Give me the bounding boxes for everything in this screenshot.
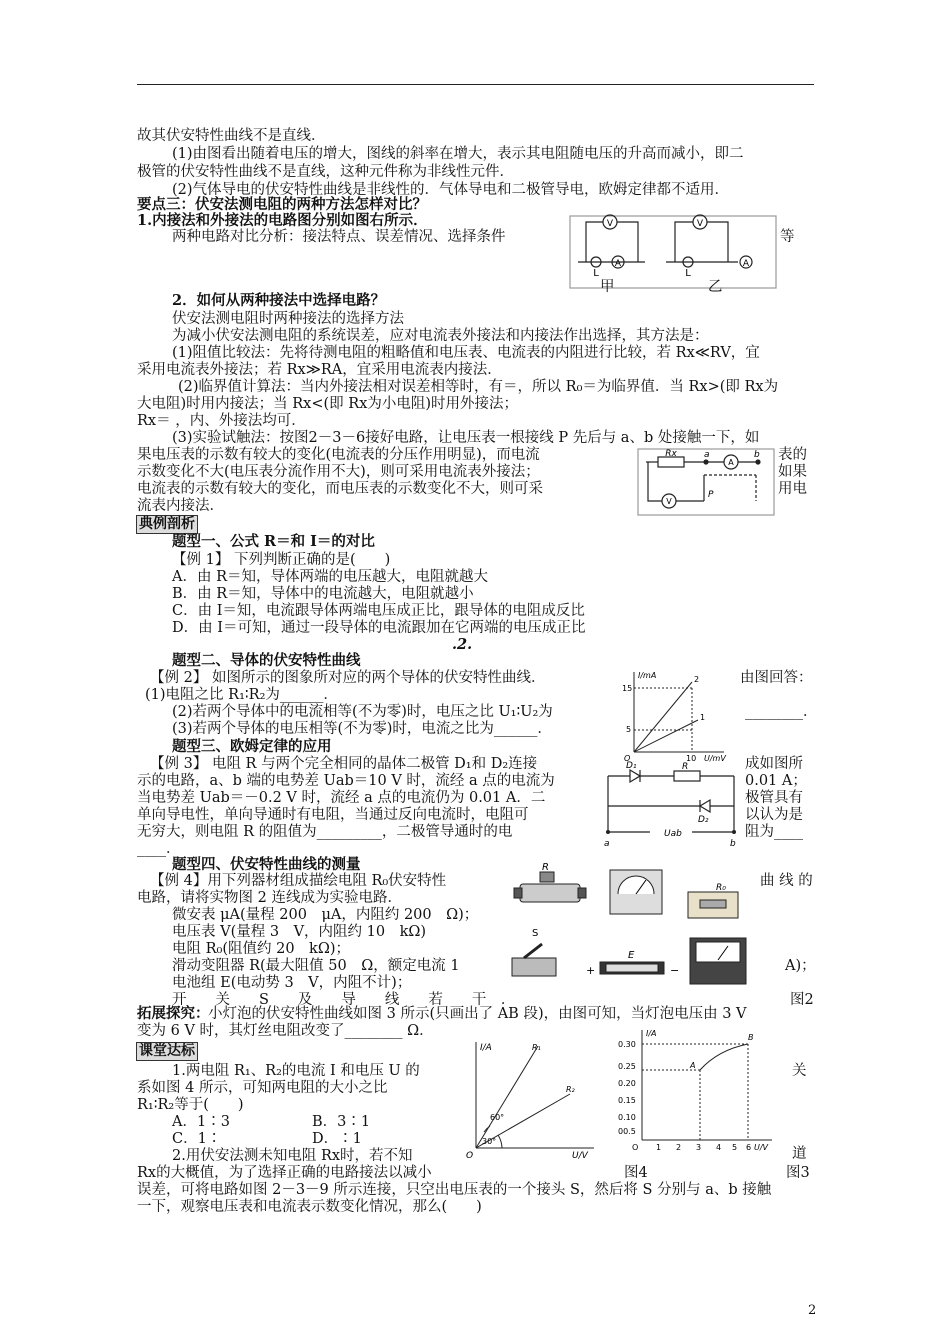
svg-text:2: 2 [694, 675, 700, 684]
option: D．∶1 [312, 1131, 362, 1147]
text-line: (2)若两个导体中的电流相等(不为零)时，电压之比 U₁∶U₂为 [172, 704, 553, 720]
diode-circuit [600, 760, 742, 850]
question-heading: 题型三、欧姆定律的应用 [172, 738, 332, 755]
svg-text:b: b [754, 450, 760, 460]
svg-text:5: 5 [626, 725, 632, 734]
svg-text:0.25: 0.25 [618, 1062, 636, 1071]
lamp-label: L [685, 268, 691, 279]
header-rule [137, 84, 814, 85]
text-line: 【例 1】 下列判断正确的是( ) [172, 552, 391, 568]
svg-text:4: 4 [716, 1143, 722, 1152]
text-line: 【例 4】用下列器材组成描绘电阻 R₀伏安特性 [150, 873, 447, 889]
option: C．1∶ [172, 1131, 222, 1147]
svg-text:1: 1 [700, 713, 706, 722]
text-line: 2.用伏安法测未知电阻 Rx时，若不知 [172, 1148, 413, 1164]
text-line: (1)由图看出随着电压的增大，图线的斜率在增大，表示其电阻随电压的升高而减小，即二 [172, 146, 744, 162]
text-line: (1)电阻之比 R₁∶R₂为______． [145, 687, 338, 703]
text-line: 1.内接法和外接法的电路图分别如图右所示． [137, 212, 428, 229]
svg-text:O: O [466, 1151, 474, 1160]
svg-text:U/V: U/V [572, 1151, 588, 1160]
svg-text:O: O [624, 754, 631, 763]
option: B．由 R＝知，导体中的电流越大，电阻就越小 [172, 586, 474, 602]
option: A．由 R＝知，导体两端的电压越大，电阻就越大 [172, 569, 488, 585]
text-line: ________． [745, 704, 818, 720]
page-number: 2 [808, 1303, 817, 1318]
svg-text:U/V: U/V [754, 1143, 769, 1152]
text-line: A)； [785, 958, 816, 974]
svg-text:R: R [542, 862, 549, 873]
text-line: 电压表 V(量程 3 V，内阻约 10 kΩ) [172, 924, 427, 940]
text-line: 故其伏安特性曲线不是直线． [137, 128, 326, 144]
text-line: 示数变化不大(电压表分流作用不大)，则可采用电流表外接法； [137, 464, 540, 480]
text-line: 由图回答： [740, 670, 813, 686]
svg-text:b: b [730, 839, 736, 849]
svg-text:I/mA: I/mA [638, 671, 657, 680]
text-line: 变为 6 V 时，其灯丝电阻改变了________ Ω． [137, 1023, 434, 1039]
text-line: 表的 [778, 447, 807, 463]
text-line: 关 [792, 1063, 807, 1079]
text-line: 微安表 μA(量程 200 μA，内阻约 200 Ω)； [172, 907, 479, 923]
figure-label-jia: 甲 [600, 279, 615, 295]
question-heading: 题型四、伏安特性曲线的测量 [172, 856, 361, 873]
figure-caption: 图2 [790, 992, 814, 1008]
svg-text:1: 1 [656, 1143, 662, 1152]
svg-text:00.5: 00.5 [618, 1127, 636, 1136]
text-line: 单向导电性，单向导通时有电阻，当通过反向电流时，电阻可 [137, 807, 529, 823]
svg-text:+: + [586, 964, 596, 977]
svg-text:R₂: R₂ [566, 1085, 575, 1094]
figure3-iu-graph [618, 1026, 778, 1152]
text-line: 【例 2】 如图所示的图象所对应的两个导体的伏安特性曲线． [150, 670, 546, 686]
text-line: 【例 3】 电阻 R 与两个完全相同的晶体二极管 D₁和 D₂连接 [150, 756, 538, 772]
svg-text:−: − [670, 964, 680, 977]
svg-text:0.15: 0.15 [618, 1096, 636, 1105]
text-line: Rx的大概值，为了选择正确的电路接法以减小 [137, 1165, 432, 1181]
text-line: 无穷大，则电阻 R 的阻值为_________，二极管导通时的电 [137, 824, 513, 840]
section-heading: 要点三：伏安法测电阻的两种方法怎样对比？ [137, 196, 427, 213]
svg-text:6: 6 [746, 1143, 752, 1152]
svg-text:Uab: Uab [664, 829, 682, 839]
text-line: 成如图所 [745, 756, 803, 772]
svg-text:10: 10 [686, 754, 697, 763]
extension-label: 拓展探究： [137, 1005, 210, 1022]
text-line: 极管具有 [745, 790, 803, 806]
text-line: 道 [792, 1146, 807, 1162]
text-line: 两种电路对比分析：接法特点、误差情况、选择条件 [172, 229, 506, 245]
text-line: 果电压表的示数有较大的变化(电流表的分压作用明显)，而电流 [137, 447, 540, 463]
text-line: 0.01 A； [745, 773, 807, 789]
svg-text:0.20: 0.20 [618, 1079, 636, 1088]
text-line: ____． [137, 841, 181, 857]
svg-text:V: V [666, 497, 672, 506]
text-line: (3)实验试触法：按图2－3－6接好电路，让电压表一根接线 P 先后与 a、b 处接触一下，如 [172, 430, 760, 446]
svg-text:5: 5 [732, 1143, 738, 1152]
svg-text:D₂: D₂ [698, 815, 709, 825]
text-line: 阻为____ [745, 824, 803, 840]
voltmeter-label: V [696, 219, 704, 229]
figure-label-yi: 乙 [708, 279, 723, 295]
text-line: 误差，可将电路如图 2－3－9 所示连接，只空出电压表的一个接头 S，然后将 S 分别与 a、b 接触 [137, 1182, 772, 1198]
text-line: 流表内接法． [137, 498, 224, 514]
svg-text:B: B [748, 1033, 754, 1042]
svg-text:a: a [604, 839, 610, 849]
text-line: (1)阻值比较法：先将待测电阻的粗略值和电压表、电流表的内阻进行比较，若 Rx≪RV，宜 [172, 345, 760, 361]
text-line: 电流表的示数有较大的变化，而电压表的示数变化不大，则可采 [137, 481, 543, 497]
text-line: 系如图 4 所示，可知两电阻的大小之比 [137, 1080, 388, 1096]
option: D．由 I＝可知，通过一段导体的电流跟加在它两端的电压成正比 [172, 620, 586, 636]
svg-text:a: a [704, 450, 710, 460]
option: A．1∶3 [172, 1114, 230, 1130]
text-line: 极管的伏安特性曲线不是直线，这种元件称为非线性元件． [137, 164, 514, 180]
page-mark: .2. [452, 636, 473, 653]
svg-text:R₀: R₀ [716, 883, 726, 893]
svg-text:15: 15 [622, 684, 633, 693]
svg-text:A: A [728, 458, 734, 467]
option: C．由 I＝知，电流跟导体两端电压成正比，跟导体的电阻成反比 [172, 603, 585, 619]
voltmeter-label: V [606, 219, 614, 229]
apparatus-figure [490, 862, 760, 992]
example2-graph [620, 668, 730, 764]
text-line: 如果 [778, 464, 807, 480]
svg-text:U/mV: U/mV [704, 754, 726, 763]
text-line: 等 [780, 229, 795, 245]
text-line: 曲 线 的 [760, 873, 813, 889]
svg-text:R₁: R₁ [532, 1043, 541, 1052]
svg-text:I/A: I/A [480, 1043, 492, 1053]
question-heading: 题型二、导体的伏安特性曲线 [172, 652, 361, 669]
svg-text:I/A: I/A [646, 1029, 657, 1038]
text-line: 1.两电阻 R₁、R₂的电流 I 和电压 U 的 [172, 1063, 420, 1079]
section-tag-ketang: 课堂达标 [136, 1042, 198, 1061]
svg-text:O: O [632, 1143, 639, 1152]
svg-text:0.30: 0.30 [618, 1040, 636, 1049]
text-line: 用电 [778, 481, 807, 497]
text-line: R₁∶R₂等于( ) [137, 1097, 244, 1113]
figure-caption: 图4 [624, 1165, 648, 1181]
text-line: 2．如何从两种接法中选择电路？ [172, 292, 386, 309]
section-tag-dianli: 典例剖析 [136, 515, 198, 534]
svg-text:0.10: 0.10 [618, 1113, 636, 1122]
text-line: 电路，请将实物图 2 连线成为实验电路． [137, 890, 402, 906]
svg-text:R: R [682, 762, 689, 772]
text-line: 示的电路，a、b 端的电势差 Uab＝10 V 时，流经 a 点的电流为 [137, 773, 555, 789]
ammeter-label: A [614, 259, 622, 269]
figure-caption: 图3 [786, 1165, 810, 1181]
svg-text:P: P [708, 490, 714, 500]
svg-text:E: E [628, 950, 635, 961]
text-line: 大电阻)时用内接法；当 Rx<(即 Rx为小电阻)时用外接法； [137, 396, 519, 412]
svg-text:3: 3 [696, 1143, 702, 1152]
svg-text:D₁: D₁ [626, 761, 637, 771]
text-line: 滑动变阻器 R(最大阻值 50 Ω，额定电流 1 [172, 958, 460, 974]
circuit-figure-trial [636, 447, 776, 517]
option: B．3∶1 [312, 1114, 371, 1130]
ammeter-label: A [742, 259, 750, 269]
svg-text:30°: 30° [482, 1137, 497, 1146]
text-line: 小灯泡的伏安特性曲线如图 3 所示(只画出了 AB 段)，由图可知，当灯泡电压由 3 V [208, 1006, 747, 1022]
text-line: 当电势差 Uab＝－0.2 V 时，流经 a 点的电流仍为 0.01 A．二 [137, 790, 546, 806]
text-line: (3)若两个导体的电压相等(不为零)时，电流之比为______． [172, 721, 552, 737]
text-line: 开 关 S 及 导 线 若 干 ． [172, 992, 516, 1008]
svg-text:A: A [690, 1061, 696, 1070]
text-line: 以认为是 [745, 807, 803, 823]
text-line: 采用电流表外接法；若 Rx≫RA，宜采用电流表内接法． [137, 362, 502, 378]
text-line: 一下，观察电压表和电流表示数变化情况，那么( ) [137, 1199, 482, 1215]
svg-text:2: 2 [676, 1143, 682, 1152]
question-heading: 题型一、公式 R＝和 I＝的对比 [172, 533, 375, 550]
svg-text:S: S [532, 928, 539, 939]
svg-text:Rx: Rx [665, 449, 677, 459]
text-line: (2)气体导电的伏安特性曲线是非线性的．气体导电和二极管导电，欧姆定律都不适用． [172, 182, 730, 198]
svg-text:60°: 60° [490, 1113, 505, 1122]
figure4-iu-graph [462, 1036, 600, 1160]
text-line: 电阻 R₀(阻值约 20 kΩ)； [172, 941, 351, 957]
lamp-label: L [593, 268, 599, 279]
text-line: 为减小伏安法测电阻的系统误差，应对电流表外接法和内接法作出选择，其方法是： [172, 328, 709, 344]
text-line: (2)临界值计算法：当内外接法相对误差相等时，有＝，所以 R₀＝为临界值．当 Rx>(即 Rx为 [178, 379, 779, 395]
text-line: 伏安法测电阻时两种接法的选择方法 [172, 311, 404, 327]
text-line: 电池组 E(电动势 3 V，内阻不计)； [172, 975, 412, 991]
text-line: Rx＝ ，内、外接法均可． [137, 413, 306, 429]
